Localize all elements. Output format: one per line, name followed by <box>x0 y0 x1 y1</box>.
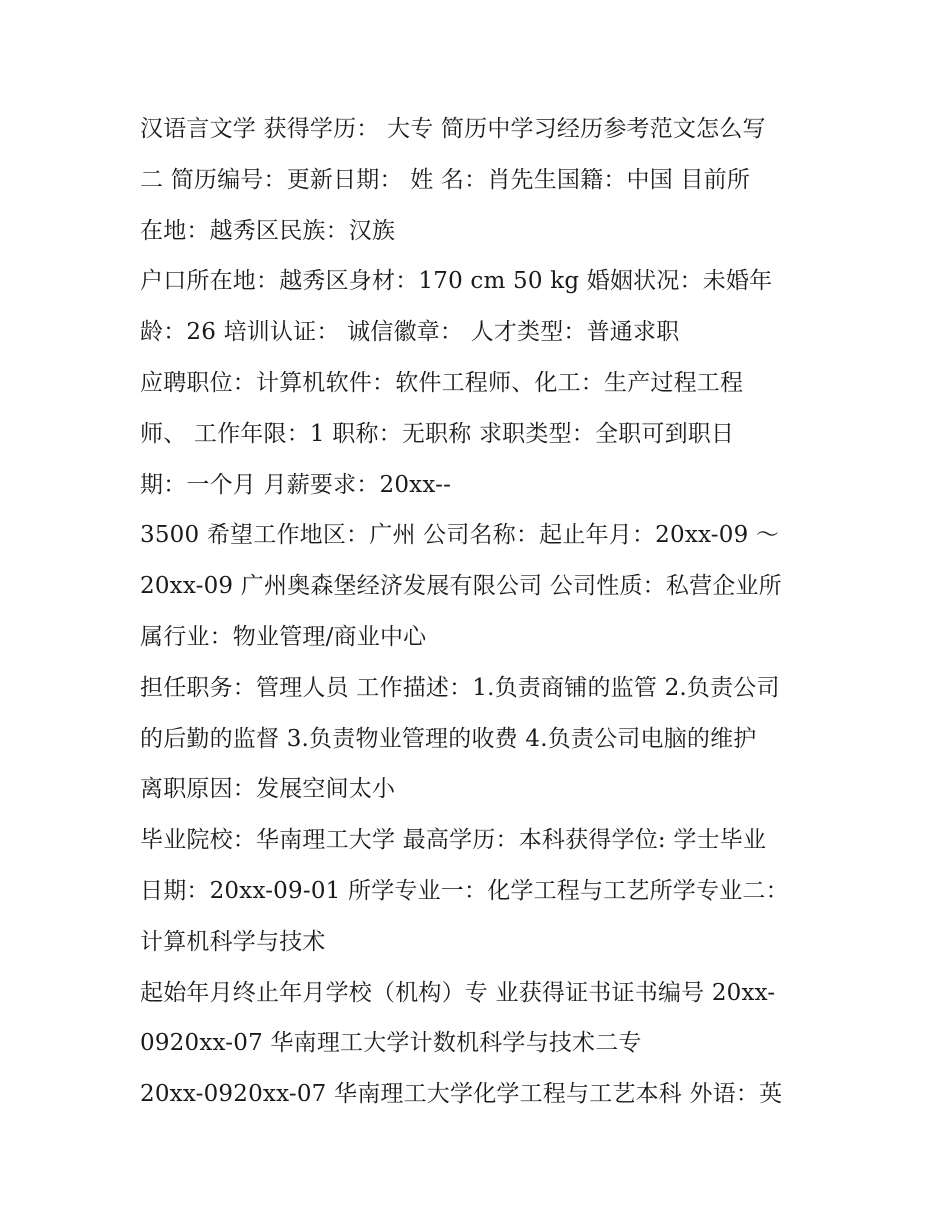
text-line: 计算机科学与技术 <box>140 928 326 955</box>
text-line: 起始年月终止年月学校（机构）专 业获得证书证书编号 20xx- <box>140 979 776 1006</box>
text-line: 汉语言文学 获得学历： 大专 简历中学习经历参考范文怎么写 <box>140 116 766 142</box>
text-line: 0920xx-07 华南理工大学计数机科学与技术二专 <box>140 1030 642 1057</box>
text-line: 20xx-0920xx-07 华南理工大学化学工程与工艺本科 外语：英 <box>140 1081 783 1108</box>
text-line: 期：一个月 月薪要求：20xx-- <box>140 471 452 498</box>
text-line: 担任职务：管理人员 工作描述：1.负责商铺的监管 2.负责公司 <box>140 674 780 701</box>
text-line: 户口所在地：越秀区身材：170 cm 50 kg 婚姻状况：未婚年 <box>140 268 773 295</box>
text-line: 3500 希望工作地区：广州 公司名称：起止年月：20xx-09 ～ <box>140 522 780 549</box>
text-line: 毕业院校：华南理工大学 最高学历：本科获得学位: 学士毕业 <box>140 827 767 854</box>
text-line: 离职原因：发展空间太小 <box>140 776 396 803</box>
text-line: 在地：越秀区民族：汉族 <box>140 217 396 244</box>
text-line: 应聘职位：计算机软件：软件工程师、化工：生产过程工程 <box>140 369 744 396</box>
text-line: 的后勤的监督 3.负责物业管理的收费 4.负责公司电脑的维护 <box>140 725 757 752</box>
text-line: 20xx-09 广州奥森堡经济发展有限公司 公司性质：私营企业所 <box>140 573 782 600</box>
text-line: 属行业：物业管理/商业中心 <box>140 623 427 650</box>
text-line: 日期：20xx-09-01 所学专业一：化学工程与工艺所学专业二： <box>140 877 789 904</box>
text-line: 二 简历编号：更新日期： 姓 名：肖先生国籍：中国 目前所 <box>140 166 751 193</box>
text-line: 龄：26 培训认证： 诚信徽章： 人才类型：普通求职 <box>140 319 680 346</box>
resume-text-block <box>140 104 830 1120</box>
text-line: 师、 工作年限：1 职称：无职称 求职类型：全职可到职日 <box>140 420 735 447</box>
